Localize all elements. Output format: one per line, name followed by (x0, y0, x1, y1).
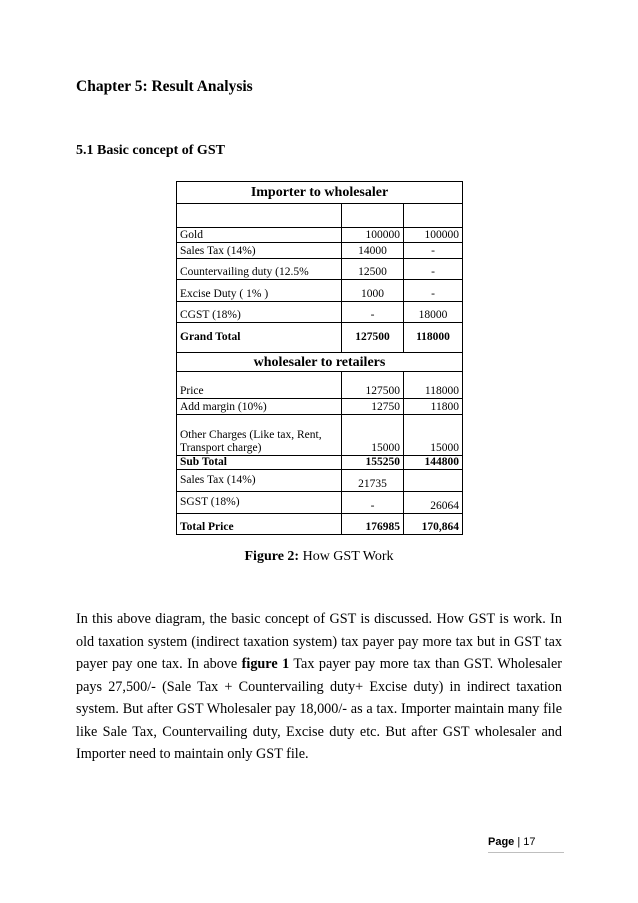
page-number: 17 (523, 836, 536, 848)
table-header-wholesaler: wholesaler to retailers (177, 353, 463, 372)
table-row (177, 302, 463, 323)
table-header-row (177, 353, 463, 372)
row-value-b: 15000 (404, 415, 463, 456)
table-row (177, 243, 463, 259)
table-row (177, 280, 463, 302)
paragraph-text-1: In this above diagram, the basic concept of GST is discussed. How GST is work. In old taxation system (indirect taxation system) tax payer pay more tax but in GST tax payer pay one tax. In above (76, 611, 562, 672)
footer-rule (488, 852, 564, 853)
row-value-b: 118000 (404, 372, 463, 399)
row-label: CGST (18%) (177, 302, 342, 323)
row-value-a: 1000 (342, 280, 404, 302)
gst-table (176, 181, 463, 535)
section-title: 5.1 Basic concept of GST (76, 143, 225, 158)
paragraph-text-2: Tax payer pay more tax than GST. Wholesaler pays 27,500/- (Sale Tax + Countervailing duty+ Excise duty) in indirect taxation system. But after GST Wholesaler pay 18,000/- as a tax. Importer maintain many file like Sale Tax, Countervailing duty, Excise duty etc. But after GST wholesaler and Importer need to maintain only GST file. (76, 656, 562, 762)
row-label: Sales Tax (14%) (177, 243, 342, 259)
page-footer (488, 836, 536, 848)
row-value-a: 21735 (342, 470, 404, 492)
chapter-title: Chapter 5: Result Analysis (76, 78, 253, 95)
row-value-a: - (342, 302, 404, 323)
figure-caption-text: How GST Work (299, 549, 394, 564)
figure-caption (0, 549, 638, 565)
row-label: Total Price (177, 514, 342, 535)
row-value-b (404, 204, 463, 228)
row-value-b: 170,864 (404, 514, 463, 535)
row-label: Sales Tax (14%) (177, 470, 342, 492)
row-value-b: 118000 (404, 323, 463, 353)
table-row (177, 470, 463, 492)
table-row (177, 204, 463, 228)
body-paragraph (76, 608, 562, 766)
row-value-a: 100000 (342, 228, 404, 243)
row-value-a: 12750 (342, 399, 404, 415)
row-label: Grand Total (177, 323, 342, 353)
table-row (177, 492, 463, 514)
page-separator: | (514, 836, 524, 848)
table-row-sub-total (177, 456, 463, 470)
row-label: Countervailing duty (12.5% (177, 259, 342, 280)
table-header-importer: Importer to wholesaler (177, 182, 463, 204)
row-value-b (404, 470, 463, 492)
row-label: Other Charges (Like tax, Rent, Transport charge) (177, 415, 342, 456)
row-value-b: 18000 (404, 302, 463, 323)
row-value-a: 12500 (342, 259, 404, 280)
row-value-a: 14000 (342, 243, 404, 259)
table-row (177, 415, 463, 456)
row-label (177, 204, 342, 228)
row-label: Gold (177, 228, 342, 243)
row-value-b: 26064 (404, 492, 463, 514)
row-label: Sub Total (177, 456, 342, 470)
row-label: Excise Duty ( 1% ) (177, 280, 342, 302)
row-label: Price (177, 372, 342, 399)
row-value-b: - (404, 243, 463, 259)
row-value-a: 127500 (342, 323, 404, 353)
figure-caption-label: Figure 2: (244, 549, 300, 564)
paragraph-bold-ref: figure 1 (241, 656, 290, 672)
row-value-a: 15000 (342, 415, 404, 456)
row-value-a (342, 204, 404, 228)
row-value-b: - (404, 259, 463, 280)
row-value-a: 176985 (342, 514, 404, 535)
row-value-b: 100000 (404, 228, 463, 243)
table-row (177, 259, 463, 280)
row-value-b: 144800 (404, 456, 463, 470)
table-row (177, 372, 463, 399)
row-value-b: 11800 (404, 399, 463, 415)
table-row-grand-total (177, 323, 463, 353)
row-value-a: 127500 (342, 372, 404, 399)
row-label: Add margin (10%) (177, 399, 342, 415)
table-header-row (177, 182, 463, 204)
row-value-a: 155250 (342, 456, 404, 470)
table-row (177, 399, 463, 415)
row-value-b: - (404, 280, 463, 302)
table-row-total-price (177, 514, 463, 535)
row-value-a: - (342, 492, 404, 514)
table-row (177, 228, 463, 243)
row-label: SGST (18%) (177, 492, 342, 514)
page-label: Page (488, 836, 515, 848)
